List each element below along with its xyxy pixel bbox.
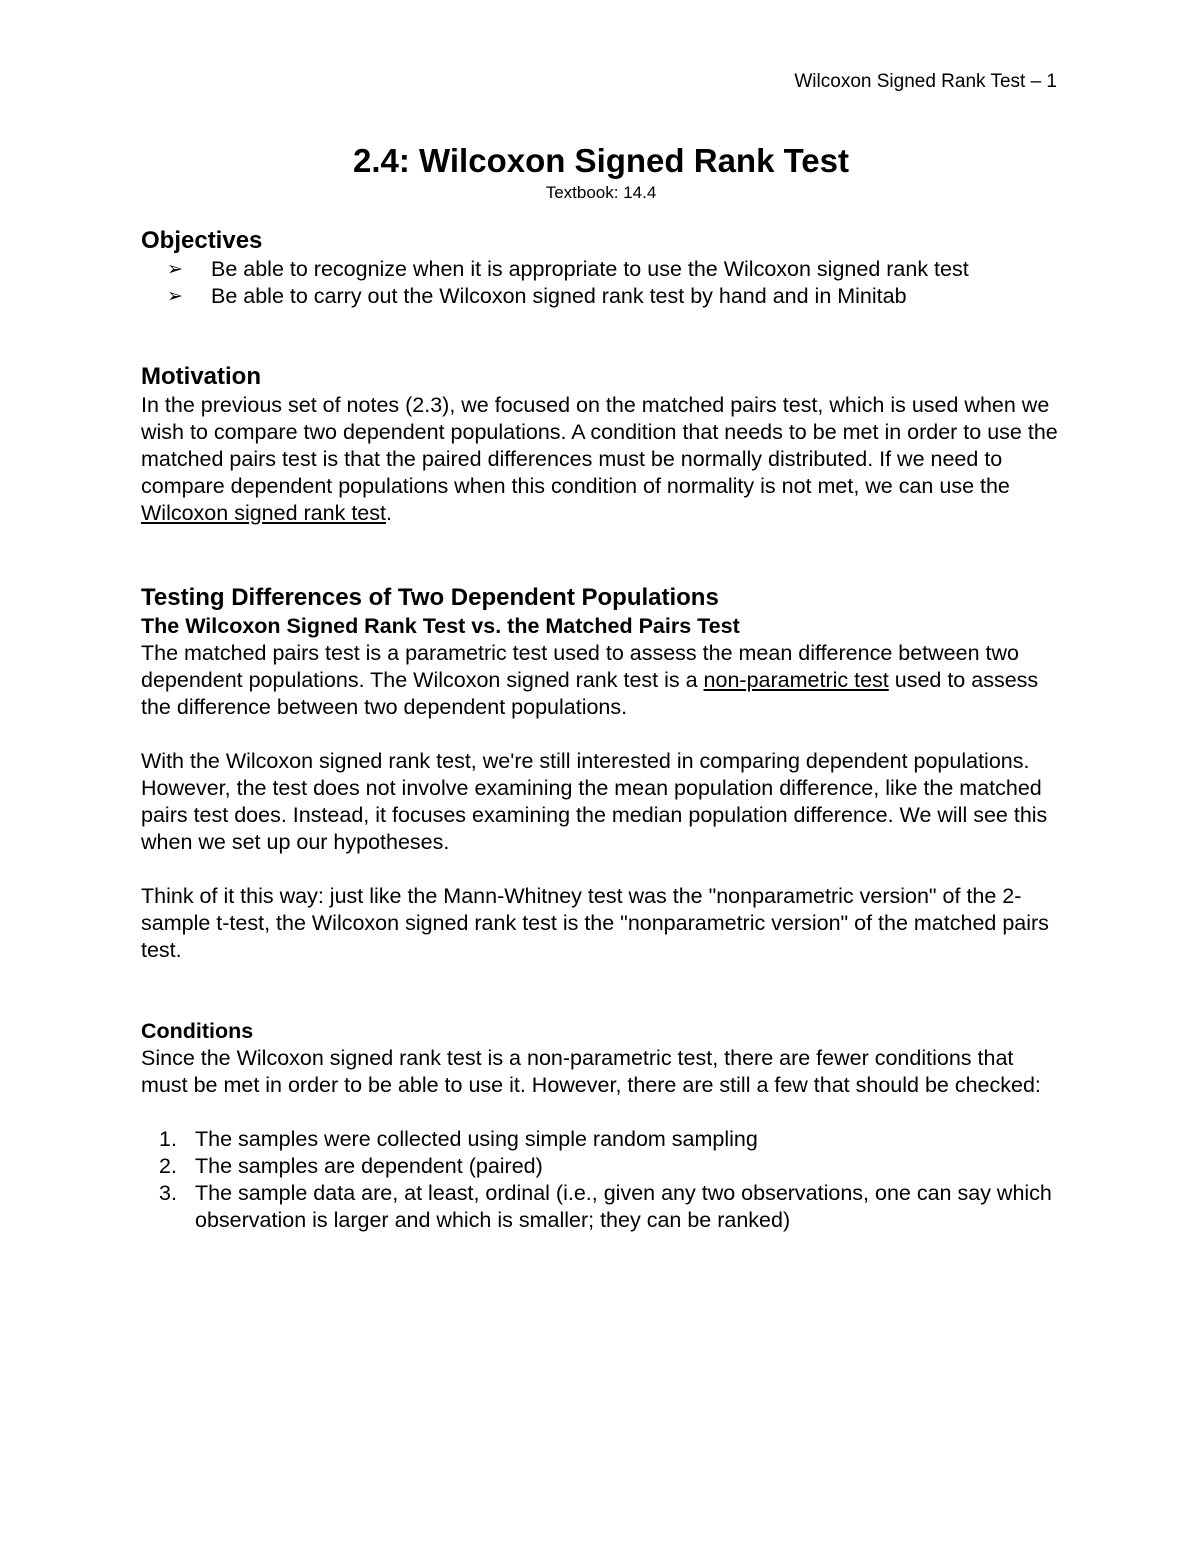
- objectives-heading: Objectives: [141, 227, 263, 254]
- testing-paragraph-1: [141, 640, 1061, 721]
- testing-paragraph-2: With the Wilcoxon signed rank test, we're still interested in comparing dependent populations. However, the test does not involve examining the mean population difference, like the matched pairs test does. Instead, it focuses examining the median population difference. We will see this when we set up our hypotheses.: [141, 749, 1048, 854]
- motivation-text: In the previous set of notes (2.3), we focused on the matched pairs test, which is used when we wish to compare two dependent populations. A condition that needs to be met in order to use the matched pairs test is that the paired differences must be normally distributed. If we need to compare dependent populations when this condition of normality is not met, we can use the: [141, 393, 1058, 498]
- list-number: 3.: [159, 1181, 177, 1205]
- objective-text: Be able to recognize when it is appropriate to use the Wilcoxon signed rank test: [211, 257, 969, 281]
- motivation-heading: Motivation: [141, 363, 261, 390]
- testing-heading: Testing Differences of Two Dependent Populations: [141, 584, 719, 611]
- list-item: [167, 256, 1061, 283]
- testing-paragraph-3: Think of it this way: just like the Mann-Whitney test was the "nonparametric version" of the 2-sample t-test, the Wilcoxon signed rank test is the "nonparametric version" of the matched pairs test.: [141, 884, 1049, 962]
- running-header: Wilcoxon Signed Rank Test – 1: [794, 71, 1057, 92]
- conditions-intro: Since the Wilcoxon signed rank test is a non-parametric test, there are fewer conditions that must be met in order to be able to use it. However, there are still a few that should be checked:: [141, 1046, 1041, 1097]
- list-item: [159, 1126, 1061, 1153]
- testing-text: The matched pairs test is a parametric test used to assess the mean difference between two dependent populations. The Wilcoxon signed rank test is a: [141, 641, 1019, 692]
- list-number: 2.: [159, 1154, 177, 1178]
- objectives-list: [141, 256, 1061, 310]
- conditions-list: [141, 1126, 1061, 1234]
- testing-text-end: used to assess the difference between two dependent populations.: [141, 668, 1039, 719]
- non-parametric-term: non-parametric test: [703, 668, 889, 692]
- list-item: [167, 283, 1061, 310]
- list-item: [159, 1180, 1061, 1234]
- condition-text: The sample data are, at least, ordinal (i.e., given any two observations, one can say which observation is larger and which is smaller; they can be ranked): [195, 1181, 1052, 1232]
- conditions-heading: Conditions: [141, 1019, 254, 1043]
- objective-text: Be able to carry out the Wilcoxon signed rank test by hand and in Minitab: [211, 284, 907, 308]
- wilcoxon-term: Wilcoxon signed rank test: [141, 501, 386, 525]
- list-number: 1.: [159, 1127, 177, 1151]
- motivation-period: .: [385, 501, 392, 525]
- condition-text: The samples were collected using simple random sampling: [195, 1127, 758, 1151]
- arrow-bullet-icon: ➢: [167, 286, 183, 307]
- document-body: [141, 140, 1061, 1234]
- comparison-subheading: The Wilcoxon Signed Rank Test vs. the Matched Pairs Test: [141, 614, 740, 638]
- document-title: 2.4: Wilcoxon Signed Rank Test: [352, 142, 849, 179]
- textbook-reference: Textbook: 14.4: [545, 183, 657, 202]
- motivation-paragraph: [141, 392, 1061, 527]
- list-item: [159, 1153, 1061, 1180]
- condition-text: The samples are dependent (paired): [195, 1154, 543, 1178]
- arrow-bullet-icon: ➢: [167, 259, 183, 280]
